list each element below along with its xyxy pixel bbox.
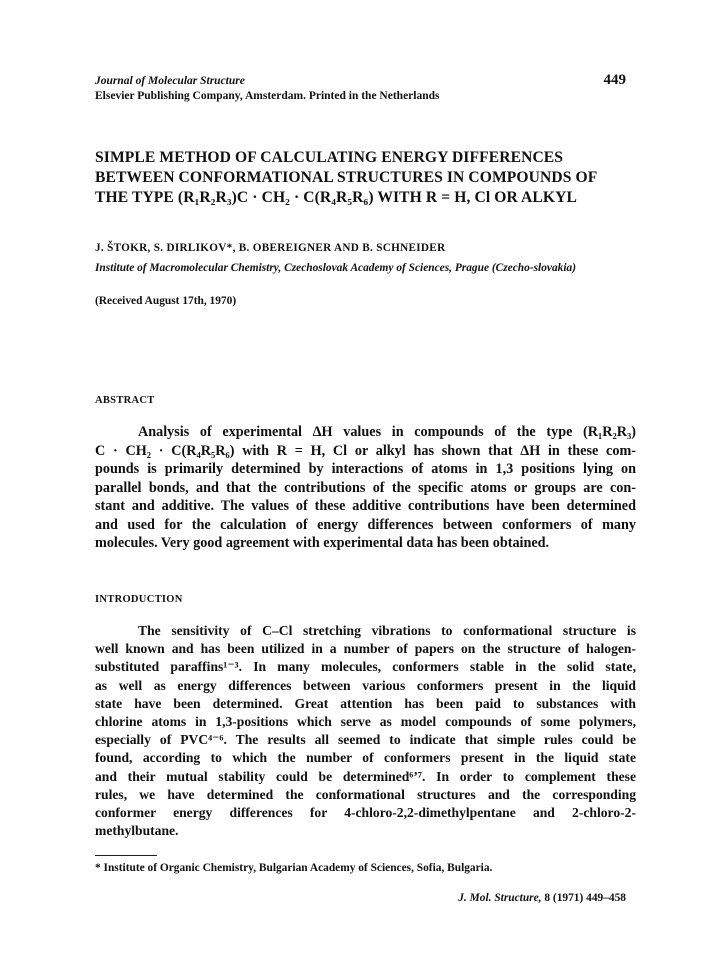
abstract-line: and used for the calculation of energy differences between conformers of many [95, 516, 636, 533]
abstract-body [95, 423, 636, 553]
affiliation: Institute of Macromolecular Chemistry, Czechoslovak Academy of Sciences, Prague (Czecho-slovakia) [95, 262, 577, 274]
citation-volume-pages: 8 (1971) 449–458 [544, 892, 626, 904]
abstract-line: Analysis of experimental ΔH values in compounds of the type (R₁R₂R₃) [138, 424, 636, 440]
abstract-line: parallel bonds, and that the contributions of the specific atoms or groups are con- [95, 479, 636, 496]
intro-line: and their mutual stability could be determined⁶ʼ⁷. In order to complement these [95, 768, 636, 784]
publisher-line: Elsevier Publishing Company, Amsterdam. Printed in the Netherlands [95, 90, 440, 102]
journal-citation [458, 892, 626, 904]
intro-line: chlorine atoms in 1,3-positions which serve as model compounds of some polymers, [95, 714, 636, 730]
intro-line: rules, we have determined the conformational structures and the corresponding [95, 786, 636, 802]
title-line: THE TYPE (R₁R₂R₃)C · CH₂ · C(R₄R₅R₆) WITH R = H, Cl OR ALKYL [95, 189, 577, 206]
abstract-heading: ABSTRACT [95, 395, 155, 406]
footnote-divider [95, 855, 157, 856]
abstract-line: stant and additive. The values of these additive contributions have been determined [95, 498, 636, 514]
paper-title [95, 148, 635, 208]
title-line: SIMPLE METHOD OF CALCULATING ENERGY DIFFERENCES [95, 149, 564, 166]
intro-line: well known and has been utilized in a number of papers on the structure of halogen- [95, 641, 636, 657]
introduction-body [95, 622, 636, 840]
intro-line: methylbutane. [95, 823, 179, 839]
abstract-line: C · CH₂ · C(R₄R₅R₆) with R = H, Cl or alkyl has shown that ΔH in these com- [95, 442, 636, 459]
footnote: * Institute of Organic Chemistry, Bulgarian Academy of Sciences, Sofia, Bulgaria. [95, 862, 493, 874]
intro-line: conformer energy differences for 4-chloro-2,2-dimethylpentane and 2-chloro-2- [95, 805, 636, 821]
citation-journal: J. Mol. Structure, [458, 892, 542, 904]
intro-line: as well as energy differences between various conformers present in the liquid [95, 677, 636, 693]
authors: J. ŠTOKR, S. DIRLIKOV*, B. OBEREIGNER AND B. SCHNEIDER [95, 242, 446, 254]
page-number: 449 [603, 72, 626, 88]
journal-header [95, 74, 440, 104]
received-date: (Received August 17th, 1970) [95, 295, 237, 307]
title-line: BETWEEN CONFORMATIONAL STRUCTURES IN COMPOUNDS OF [95, 169, 598, 186]
journal-name: Journal of Molecular Structure [95, 75, 245, 87]
intro-line: state have been determined. Great attention has been paid to substances with [95, 695, 636, 711]
intro-line: found, according to which the number of conformers present in the liquid state [95, 750, 636, 766]
intro-line: especially of PVC⁴⁻⁶. The results all seemed to indicate that simple rules could be [95, 732, 636, 748]
abstract-line: molecules. Very good agreement with experimental data has been obtained. [95, 535, 550, 551]
intro-line: substituted paraffins¹⁻³. In many molecules, conformers stable in the solid state, [95, 659, 636, 675]
introduction-heading: INTRODUCTION [95, 594, 183, 605]
abstract-line: pounds is primarily determined by interactions of atoms in 1,3 positions lying on [95, 461, 636, 477]
intro-line: The sensitivity of C–Cl stretching vibrations to conformational structure is [138, 623, 636, 638]
